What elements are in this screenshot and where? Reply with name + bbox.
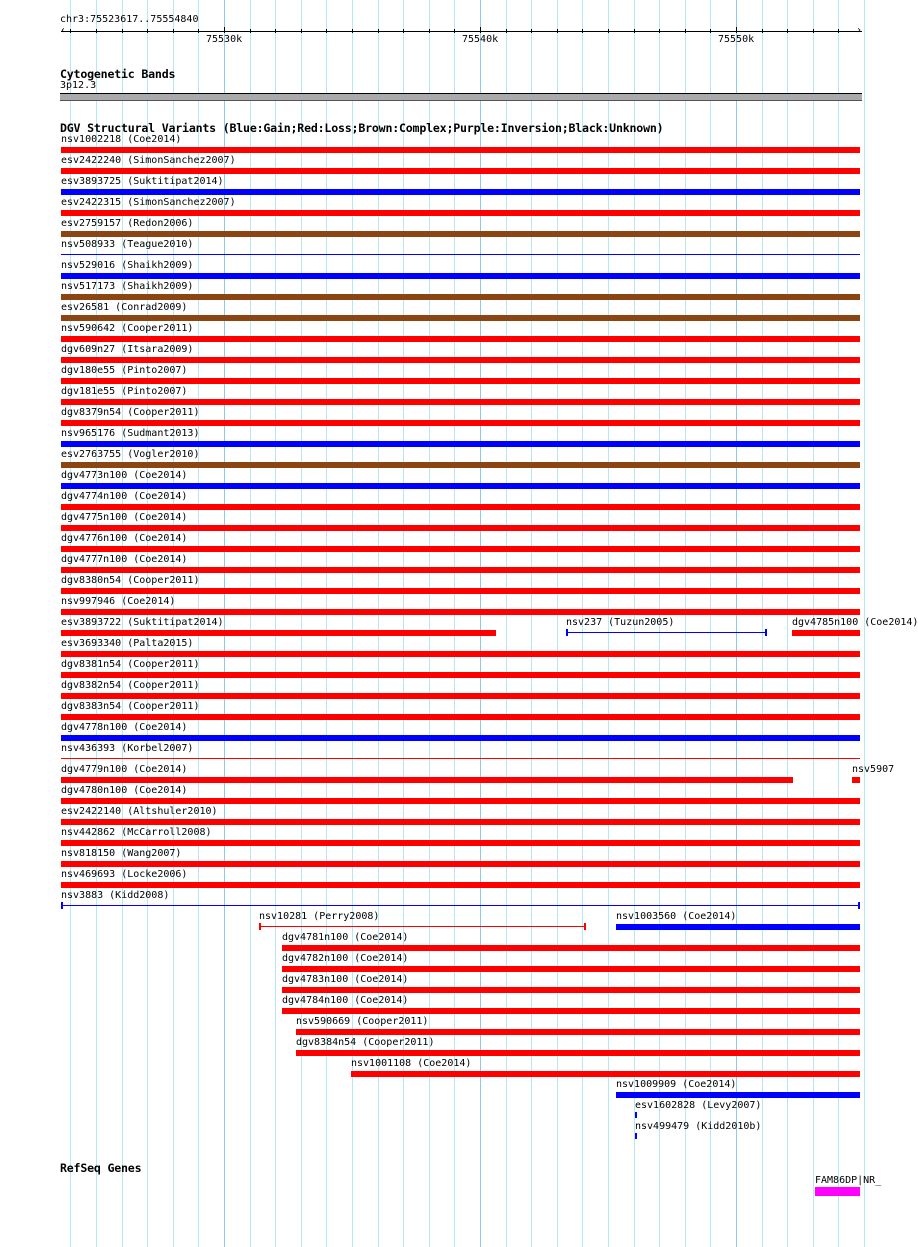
variant-label[interactable]: nsv965176 (Sudmant2013) [61, 428, 200, 439]
ruler-tick [659, 29, 660, 33]
variant-bar[interactable] [61, 819, 860, 825]
ruler-tick [454, 29, 455, 33]
variant-label[interactable]: dgv8379n54 (Cooper2011) [61, 407, 200, 418]
ruler-tick [275, 29, 276, 33]
ruler-tick [403, 29, 404, 33]
variant-label[interactable]: dgv8383n54 (Cooper2011) [61, 701, 200, 712]
variant-label[interactable]: esv3893725 (Suktitipat2014) [61, 176, 224, 187]
variant-bar[interactable] [61, 189, 860, 195]
grid-line [736, 0, 737, 1247]
track-title: Cytogenetic Bands [60, 67, 176, 81]
variant-label[interactable]: nsv590642 (Cooper2011) [61, 323, 194, 334]
variant-bar[interactable] [61, 315, 860, 321]
variant-label[interactable]: esv2422315 (SimonSanchez2007) [61, 197, 236, 208]
variant-label[interactable]: dgv4778n100 (Coe2014) [61, 722, 188, 733]
grid-line [480, 0, 481, 1247]
variant-label[interactable]: dgv4785n100 (Coe2014) [792, 617, 918, 628]
variant-label[interactable]: esv26581 (Conrad2009) [61, 302, 188, 313]
variant-bar[interactable] [61, 714, 860, 720]
ruler-major-tick [480, 27, 481, 33]
variant-bar[interactable] [616, 924, 860, 930]
variant-label[interactable]: nsv508933 (Teague2010) [61, 239, 194, 250]
variant-label[interactable]: esv3893722 (Suktitipat2014) [61, 617, 224, 628]
variant-bar[interactable] [61, 840, 860, 846]
variant-label[interactable]: nsv469693 (Locke2006) [61, 869, 188, 880]
variant-bar[interactable] [61, 861, 860, 867]
variant-point[interactable] [635, 1112, 637, 1118]
variant-bar[interactable] [61, 441, 860, 447]
ruler-tick [813, 29, 814, 33]
variant-bar[interactable] [296, 1029, 860, 1035]
ruler-tick [301, 29, 302, 33]
variant-bar[interactable] [61, 336, 860, 342]
ruler-major-tick [224, 27, 225, 33]
variant-end-cap [858, 902, 860, 909]
variant-bar[interactable] [61, 399, 860, 405]
ruler-tick [634, 29, 635, 33]
ruler-tick-label: 75530k [206, 34, 243, 45]
variant-bar[interactable] [61, 651, 860, 657]
variant-label[interactable]: nsv10281 (Perry2008) [259, 911, 380, 922]
ruler-tick [506, 29, 507, 33]
variant-bar[interactable] [61, 546, 860, 552]
variant-label[interactable]: dgv4783n100 (Coe2014) [282, 974, 409, 985]
variant-line[interactable] [61, 758, 860, 759]
variant-label[interactable]: nsv1009909 (Coe2014) [616, 1079, 737, 1090]
variant-bar[interactable] [282, 987, 860, 993]
variant-label[interactable]: dgv4773n100 (Coe2014) [61, 470, 188, 481]
ruler-tick [608, 29, 609, 33]
position-label: chr3:75523617..75554840 [60, 14, 199, 25]
scroll-right-arrow-icon[interactable]: › [856, 25, 863, 36]
track-title: RefSeq Genes [60, 1161, 142, 1175]
variant-bar[interactable] [351, 1071, 860, 1077]
variant-bar[interactable] [61, 777, 793, 783]
variant-label[interactable]: nsv237 (Tuzun2005) [566, 617, 675, 628]
variant-bar[interactable] [282, 945, 860, 951]
ruler-tick [352, 29, 353, 33]
variant-label[interactable]: nsv436393 (Korbel2007) [61, 743, 194, 754]
variant-point[interactable] [635, 1133, 637, 1139]
variant-label[interactable]: dgv609n27 (Itsara2009) [61, 344, 194, 355]
variant-bar[interactable] [616, 1092, 860, 1098]
variant-bar[interactable] [61, 147, 860, 153]
variant-label[interactable]: esv2759157 (Redon2006) [61, 218, 194, 229]
ruler-major-tick [736, 27, 737, 33]
variant-start-cap [566, 629, 568, 636]
variant-label[interactable]: esv2422240 (SimonSanchez2007) [61, 155, 236, 166]
ruler-tick [762, 29, 763, 33]
variant-label[interactable]: nsv1003560 (Coe2014) [616, 911, 737, 922]
variant-start-cap [61, 902, 63, 909]
variant-bar[interactable] [61, 567, 860, 573]
variant-label[interactable]: nsv1002218 (Coe2014) [61, 134, 182, 145]
variant-bar[interactable] [61, 357, 860, 363]
variant-bar[interactable] [852, 777, 860, 783]
gene-bar[interactable] [815, 1187, 860, 1196]
variant-label[interactable]: esv2422140 (Altshuler2010) [61, 806, 218, 817]
variant-bar[interactable] [282, 1008, 860, 1014]
cytoband-bar[interactable] [60, 93, 862, 101]
variant-label[interactable]: dgv8381n54 (Cooper2011) [61, 659, 200, 670]
ruler-tick [70, 29, 71, 33]
ruler-tick [122, 29, 123, 33]
variant-bar[interactable] [61, 609, 860, 615]
variant-label[interactable]: dgv4776n100 (Coe2014) [61, 533, 188, 544]
ruler-tick [96, 29, 97, 33]
variant-line[interactable] [259, 926, 586, 927]
ruler-tick [557, 29, 558, 33]
variant-label[interactable]: dgv8380n54 (Cooper2011) [61, 575, 200, 586]
variant-bar[interactable] [61, 462, 860, 468]
band-label: 3p12.3 [60, 80, 97, 91]
grid-line [506, 0, 507, 1247]
ruler-tick-label: 75540k [462, 34, 499, 45]
variant-bar[interactable] [61, 693, 860, 699]
ruler-tick [710, 29, 711, 33]
scroll-left-arrow-icon[interactable]: ‹ [60, 25, 67, 36]
variant-label[interactable]: nsv529016 (Shaikh2009) [61, 260, 194, 271]
ruler-tick [582, 29, 583, 33]
grid-line [557, 0, 558, 1247]
track-title: DGV Structural Variants (Blue:Gain;Red:Loss;Brown:Complex;Purple:Inversion;Black:Unknown) [60, 121, 664, 135]
variant-line[interactable] [566, 632, 767, 633]
gene-label[interactable]: FAM86DP|NR_ [815, 1175, 882, 1186]
variant-label[interactable]: dgv181e55 (Pinto2007) [61, 386, 188, 397]
variant-bar[interactable] [61, 882, 860, 888]
variant-end-cap [765, 629, 767, 636]
variant-bar[interactable] [61, 525, 860, 531]
ruler-tick [147, 29, 148, 33]
variant-bar[interactable] [61, 504, 860, 510]
variant-label[interactable]: dgv4777n100 (Coe2014) [61, 554, 188, 565]
grid-line [326, 0, 327, 1247]
variant-line[interactable] [61, 905, 860, 906]
grid-line [710, 0, 711, 1247]
variant-label[interactable]: nsv442862 (McCarroll2008) [61, 827, 212, 838]
grid-line [250, 0, 251, 1247]
variant-bar[interactable] [61, 210, 860, 216]
variant-label[interactable]: dgv4782n100 (Coe2014) [282, 953, 409, 964]
variant-bar[interactable] [61, 231, 860, 237]
ruler-tick [787, 29, 788, 33]
variant-bar[interactable] [61, 735, 860, 741]
variant-label[interactable]: dgv8384n54 (Cooper2011) [296, 1037, 435, 1048]
ruler-tick [685, 29, 686, 33]
variant-bar[interactable] [61, 273, 860, 279]
variant-bar[interactable] [61, 168, 860, 174]
variant-label[interactable]: dgv180e55 (Pinto2007) [61, 365, 188, 376]
grid-line [224, 0, 225, 1247]
ruler-tick [250, 29, 251, 33]
ruler-tick [429, 29, 430, 33]
variant-bar[interactable] [61, 588, 860, 594]
variant-label[interactable]: dgv4775n100 (Coe2014) [61, 512, 188, 523]
ruler-tick [326, 29, 327, 33]
variant-bar[interactable] [61, 672, 860, 678]
grid-line [685, 0, 686, 1247]
variant-label[interactable]: nsv499479 (Kidd2010b) [635, 1121, 762, 1132]
variant-bar[interactable] [61, 420, 860, 426]
variant-label[interactable]: dgv4784n100 (Coe2014) [282, 995, 409, 1006]
variant-bar[interactable] [282, 966, 860, 972]
ruler-tick [173, 29, 174, 33]
variant-label[interactable]: nsv3883 (Kidd2008) [61, 890, 170, 901]
variant-label[interactable]: nsv997946 (Coe2014) [61, 596, 176, 607]
ruler-tick [838, 29, 839, 33]
variant-label[interactable]: nsv590669 (Cooper2011) [296, 1016, 429, 1027]
variant-bar[interactable] [61, 798, 860, 804]
variant-bar[interactable] [296, 1050, 860, 1056]
variant-label[interactable]: dgv4781n100 (Coe2014) [282, 932, 409, 943]
variant-label[interactable]: esv3693340 (Palta2015) [61, 638, 194, 649]
variant-end-cap [584, 923, 586, 930]
variant-label[interactable]: dgv4779n100 (Coe2014) [61, 764, 188, 775]
variant-line[interactable] [61, 254, 860, 255]
variant-label[interactable]: esv2763755 (Vogler2010) [61, 449, 200, 460]
variant-label[interactable]: dgv4774n100 (Coe2014) [61, 491, 188, 502]
variant-label[interactable]: nsv1001108 (Coe2014) [351, 1058, 472, 1069]
variant-bar[interactable] [61, 294, 860, 300]
variant-label[interactable]: nsv5907 [852, 764, 895, 775]
variant-start-cap [259, 923, 261, 930]
ruler-line [61, 31, 862, 32]
variant-bar[interactable] [792, 630, 860, 636]
ruler-tick [378, 29, 379, 33]
ruler-tick [198, 29, 199, 33]
grid-line [275, 0, 276, 1247]
grid-line [787, 0, 788, 1247]
variant-label[interactable]: nsv517173 (Shaikh2009) [61, 281, 194, 292]
variant-label[interactable]: dgv8382n54 (Cooper2011) [61, 680, 200, 691]
variant-bar[interactable] [61, 630, 496, 636]
variant-bar[interactable] [61, 483, 860, 489]
grid-line [762, 0, 763, 1247]
grid-line [531, 0, 532, 1247]
ruler-tick [531, 29, 532, 33]
variant-label[interactable]: nsv818150 (Wang2007) [61, 848, 182, 859]
variant-bar[interactable] [61, 378, 860, 384]
variant-label[interactable]: dgv4780n100 (Coe2014) [61, 785, 188, 796]
ruler-tick-label: 75550k [718, 34, 755, 45]
variant-label[interactable]: esv1602828 (Levy2007) [635, 1100, 762, 1111]
grid-line [301, 0, 302, 1247]
